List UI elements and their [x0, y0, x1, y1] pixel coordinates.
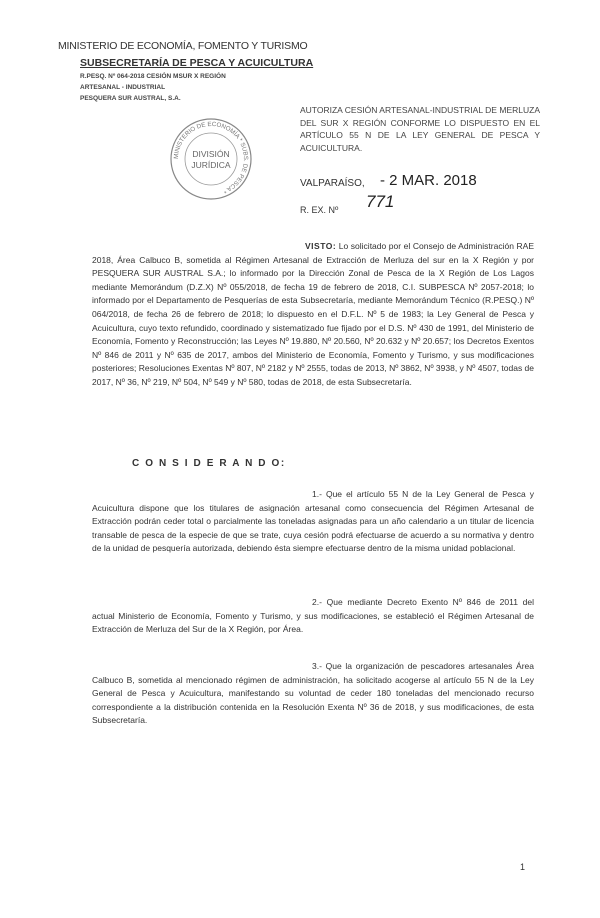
considerando-paragraph: 3.- Que la organización de pescadores artesanales Área Calbuco B, sometida al mencionado régimen de administración, ha solicitado acogerse al artículo 55 N de la Ley General de Pesca y Acuicultura, manifestando su voluntad de ceder 180 toneladas del mencionado recurso correspondiente a la distribución contenida en la Resolución Exenta Nº 36 de 2018, y sus modificaciones, de esta Subsecretaría.	[92, 661, 534, 726]
considerando-heading: C O N S I D E R A N D O:	[132, 458, 286, 469]
considerando-paragraph: 1.- Que el artículo 55 N de la Ley General de Pesca y Acuicultura dispone que los titulares de asignación artesanal como consecuencia del Régimen Artesanal de Extracción podrán ceder total o parcialmente las toneladas asignadas para un año calendario a un titular de licencia transable de pesca de la especie de que se trate, cuya cesión podrá efectuarse de acuerdo a su normativa y dentro de la unidad de pesquería autorizada, debiendo ésta siempre efectuarse dentro de la misma unidad poblacional.	[92, 489, 534, 554]
reference-line: R.PESQ. Nº 064-2018 CESIÓN MSUR X REGIÓN	[80, 73, 226, 80]
subsecretaria-name: SUBSECRETARÍA DE PESCA Y ACUICULTURA	[80, 57, 314, 69]
resolution-number: 771	[366, 192, 395, 211]
stamp-center-text: DIVISIÓN	[192, 149, 230, 159]
resolution-number-label: R. EX. Nº	[300, 205, 339, 215]
issue-date-stamp: - 2 MAR. 2018	[380, 172, 477, 189]
page-number: 1	[520, 862, 526, 872]
legal-division-stamp	[168, 116, 254, 202]
visto-text: Lo solicitado por el Consejo de Administración RAE 2018, Área Calbuco B, sometida al Régimen Artesanal de Extracción de Merluza del sur en la X Región y por PESQUERA SUR AUSTRAL S.A.; lo informado por la Dirección Zonal de Pesca de la X Región de Los Lagos mediante Memorándum (D.Z.X) Nº 055/2018, de fecha 19 de febrero de 2018, C.I. SUBPESCA Nº 2057-2018; lo informado por el Departamento de Pesquerías de esta Subsecretaría, mediante Memorándum Técnico (R.PESQ.) Nº 064/2018, de fecha 26 de febrero de 2018; lo dispuesto en el D.F.L. Nº 5 de 1983; la Ley General de Pesca y Acuicultura, cuyo texto refundido, coordinado y sistematizado fue fijado por el D.S. Nº 430 de 1991, del Ministerio de Economía, Fomento y Reconstrucción; las Leyes Nº 19.880, Nº 20.560, Nº 20.632 y Nº 20.657; los Decretos Exentos Nº 846 de 2011 y Nº 635 de 2017, ambos del Ministerio de Economía, Fomento y Turismo, y sus modificaciones posteriores; Resoluciones Exentas Nº 807, Nº 2182 y Nº 2555, todas de 2013, Nº 3862, Nº 3938, y Nº 4507, todas de 2017, Nº 36, Nº 219, Nº 504, Nº 549 y Nº 580, todas de 2018, de esta Subsecretaría.	[92, 241, 535, 387]
considerando-paragraph: 2.- Que mediante Decreto Exento Nº 846 de 2011 del actual Ministerio de Economía, Fomento y Turismo, y sus modificaciones, se estableció el Régimen Artesanal de Extracción de Merluza del Sur de la X Región, por Área.	[92, 597, 534, 635]
visto-label: VISTO:	[305, 241, 337, 251]
visto-paragraph	[92, 240, 534, 390]
ministry-name: MINISTERIO DE ECONOMÍA, FOMENTO Y TURISMO	[58, 40, 308, 52]
resolution-subject: AUTORIZA CESIÓN ARTESANAL-INDUSTRIAL DE MERLUZA DEL SUR X REGIÓN CONFORME LO DISPUESTO EN EL ARTÍCULO 55 N DE LA LEY GENERAL DE PESCA Y ACUICULTURA.	[300, 105, 540, 153]
reference-line: ARTESANAL - INDUSTRIAL	[80, 84, 166, 91]
place-label: VALPARAÍSO,	[300, 178, 365, 189]
stamp-center-text: JURÍDICA	[191, 160, 231, 170]
reference-line: PESQUERA SUR AUSTRAL, S.A.	[80, 95, 181, 102]
stamp-ring-text: MINISTERIO DE ECONOMÍA * SUBS. DE PESCA *	[172, 120, 250, 195]
